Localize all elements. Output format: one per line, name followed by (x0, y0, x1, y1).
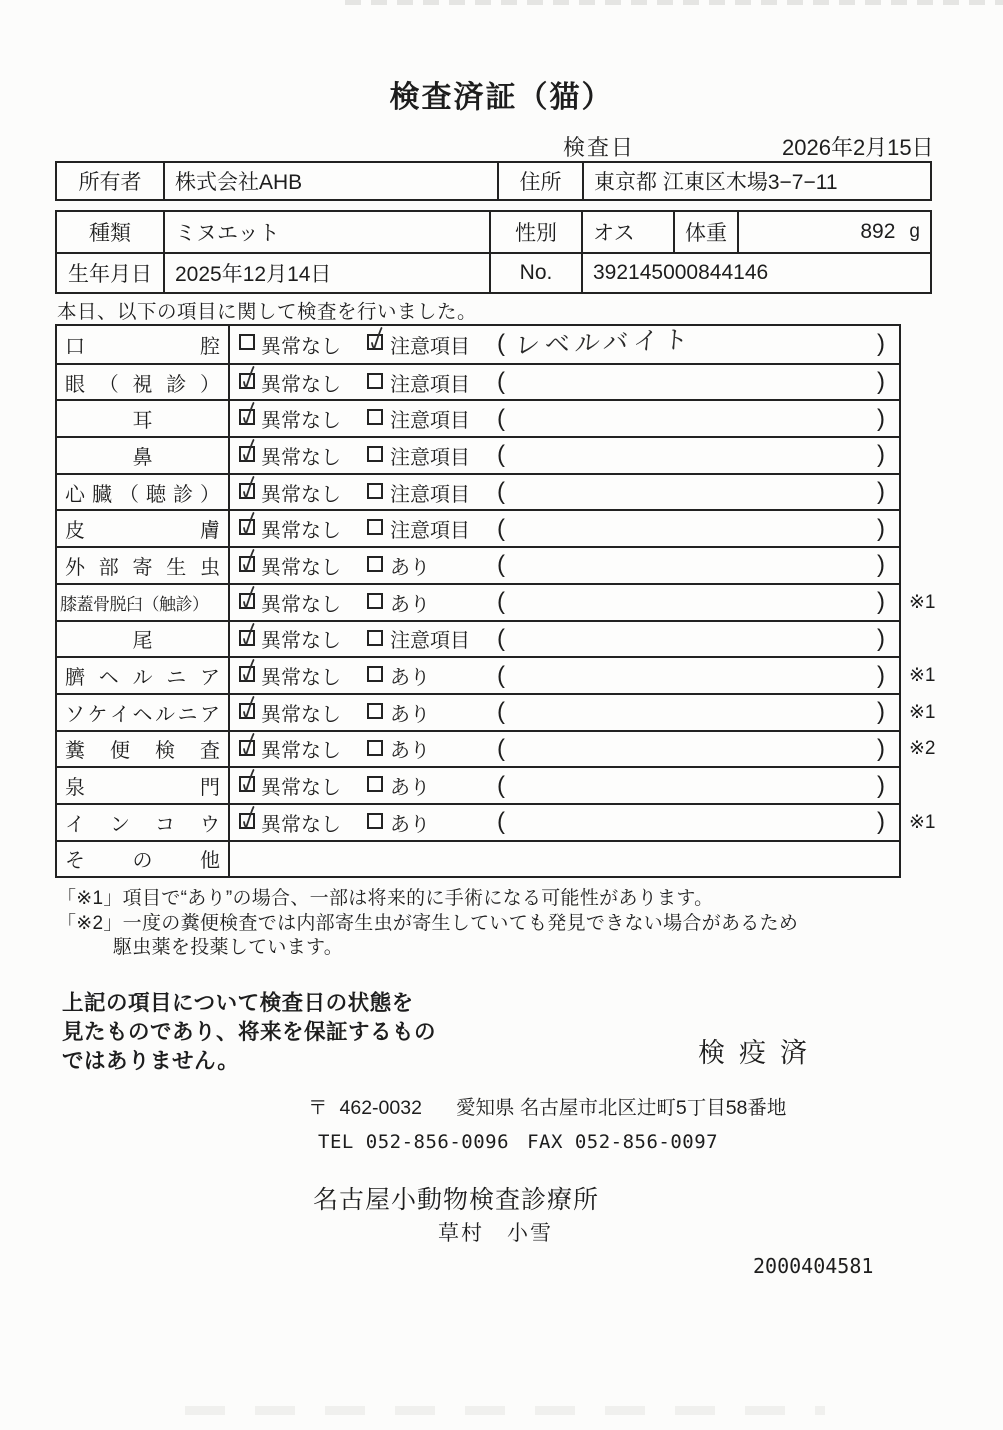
item-label: 臍 ヘ ル ニ ア (57, 658, 230, 693)
paren-open: ( (497, 330, 505, 358)
checkbox-present[interactable] (367, 556, 383, 572)
option-label-present: あり (390, 777, 430, 800)
checkbox-no-abnormality[interactable] (239, 556, 255, 572)
owner-table (55, 161, 932, 201)
paren-open: ( (497, 771, 505, 799)
option-label-present: あり (390, 740, 430, 763)
inspection-row-other (57, 840, 899, 877)
handwritten-check-icon (240, 365, 258, 393)
scan-artifact-bottom (185, 1406, 825, 1415)
paren-close: ) (877, 771, 885, 799)
breed-value: ミヌエット (163, 212, 489, 252)
option-label-no-abnormality: 異常なし (261, 777, 341, 800)
intro-text: 本日、以下の項目に関して検査を行いました。 (57, 301, 478, 323)
footnote-2-continued: 駆虫薬を投薬しています。 (113, 937, 344, 958)
handwritten-check-icon (240, 401, 258, 429)
checkbox-no-abnormality[interactable] (239, 409, 255, 425)
owner-value: 株式会社AHB (163, 163, 497, 199)
disclaimer-line-1: 上記の項目について検査日の状態を (62, 991, 414, 1015)
scan-artifact-top (345, 0, 1003, 5)
option-label-no-abnormality: 異常なし (261, 520, 341, 543)
inspection-row-fecal-exam (57, 730, 936, 767)
inspection-row-skin (57, 509, 899, 546)
inspection-row-fontanelle (57, 766, 899, 803)
pet-info-table (55, 210, 932, 294)
inspection-row-external-parasites (57, 546, 899, 583)
handwritten-check-icon (240, 548, 258, 576)
checkbox-no-abnormality[interactable] (239, 373, 255, 389)
checkbox-present[interactable] (367, 666, 383, 682)
paren-open: ( (497, 441, 505, 469)
checkbox-attention[interactable] (367, 483, 383, 499)
item-label: イ ン コ ウ (57, 805, 230, 840)
checkbox-present[interactable] (367, 776, 383, 792)
checkbox-no-abnormality[interactable] (239, 740, 255, 756)
inspection-date-value: 2026年2月15日 (782, 135, 934, 160)
paren-open: ( (497, 624, 505, 652)
document-title: 検査済証（猫） (389, 81, 614, 114)
clinic-address: 愛知県 名古屋市北区辻町5丁目58番地 (455, 1097, 787, 1119)
weight-label: 体重 (673, 212, 737, 252)
owner-label: 所有者 (78, 171, 142, 194)
item-label: そ の 他 (57, 842, 230, 877)
option-label-no-abnormality: 異常なし (261, 335, 341, 358)
inspection-row-tail (57, 620, 899, 657)
paren-close: ) (877, 808, 885, 836)
paren-close: ) (877, 441, 885, 469)
inspection-row-inguinal-hernia (57, 693, 936, 730)
paren-close: ) (877, 478, 885, 506)
handwritten-check-icon (240, 658, 258, 686)
checkbox-no-abnormality[interactable] (239, 334, 255, 350)
inspection-row-ears (57, 399, 899, 436)
item-label: 口 腔 (57, 326, 230, 363)
paren-close: ) (877, 734, 885, 762)
checkbox-present[interactable] (367, 593, 383, 609)
paren-close: ) (877, 661, 885, 689)
birthdate-value: 2025年12月14日 (163, 252, 489, 292)
postal-mark: 〒 (308, 1097, 328, 1119)
option-label-attention: 注意項目 (390, 446, 470, 469)
checkbox-attention[interactable] (367, 519, 383, 535)
checkbox-no-abnormality[interactable] (239, 630, 255, 646)
paren-close: ) (877, 330, 885, 358)
option-label-attention: 注意項目 (390, 335, 470, 358)
inspection-date-label: 検査日 (563, 135, 636, 160)
option-label-present: あり (390, 556, 430, 579)
inspection-row-oral (57, 326, 899, 363)
handwritten-check-icon (240, 475, 258, 503)
option-label-attention: 注意項目 (390, 373, 470, 396)
item-label: 尾 (57, 622, 230, 657)
item-label: 外 部 寄 生 虫 (57, 548, 230, 583)
clinic-phone-line (318, 1131, 718, 1153)
option-label-no-abnormality: 異常なし (261, 667, 341, 690)
option-label-attention: 注意項目 (390, 483, 470, 506)
checkbox-present[interactable] (367, 703, 383, 719)
paren-close: ) (877, 698, 885, 726)
checkbox-no-abnormality[interactable] (239, 666, 255, 682)
handwritten-check-icon (240, 768, 258, 796)
inspection-row-patella (57, 583, 936, 620)
option-label-present: あり (390, 667, 430, 690)
checkbox-attention[interactable] (367, 630, 383, 646)
item-label: 糞 便 検 査 (57, 732, 230, 767)
checkbox-no-abnormality[interactable] (239, 483, 255, 499)
fax-number: 052-856-0097 (574, 1131, 719, 1153)
footnote-2: 「※2」一度の糞便検査では内部寄生虫が寄生していても発見できない場合があるため (57, 913, 799, 934)
handwritten-check-icon (240, 585, 258, 613)
paren-open: ( (497, 588, 505, 616)
item-label: 心 臓 （ 聴 診 ） (57, 475, 230, 510)
item-label: 皮 膚 (57, 511, 230, 546)
option-label-no-abnormality: 異常なし (261, 410, 341, 433)
option-label-attention: 注意項目 (390, 630, 470, 653)
footnote-ref: ※1 (909, 665, 936, 687)
number-value: 392145000844146 (581, 252, 930, 292)
inspection-table (55, 324, 936, 878)
paren-open: ( (497, 808, 505, 836)
handwritten-check-icon (240, 695, 258, 723)
footnote-ref: ※1 (909, 701, 936, 723)
paren-open: ( (497, 478, 505, 506)
quarantine-passed-stamp: 検疫済 (698, 1038, 821, 1068)
tel-label: TEL (318, 1131, 354, 1153)
option-label-no-abnormality: 異常なし (261, 593, 341, 616)
checkbox-present[interactable] (367, 813, 383, 829)
inspection-row-eyes (57, 363, 899, 400)
checkbox-attention[interactable] (367, 409, 383, 425)
inspection-row-inkou (57, 803, 936, 840)
option-label-present: あり (390, 813, 430, 836)
paren-close: ) (877, 588, 885, 616)
checkbox-attention[interactable] (367, 446, 383, 462)
option-label-no-abnormality: 異常なし (261, 373, 341, 396)
option-label-no-abnormality: 異常なし (261, 556, 341, 579)
item-label: 眼 （ 視 診 ） (57, 365, 230, 400)
inspection-row-umbilical-hernia (57, 656, 936, 693)
option-label-no-abnormality: 異常なし (261, 740, 341, 763)
number-label: No. (489, 252, 581, 292)
fax-label: FAX (527, 1131, 563, 1153)
disclaimer-line-3: ではありません。 (62, 1049, 240, 1073)
address-label: 住所 (497, 163, 582, 199)
option-label-no-abnormality: 異常なし (261, 630, 341, 653)
tel-number: 052-856-0096 (365, 1131, 510, 1153)
option-label-attention: 注意項目 (390, 520, 470, 543)
paren-open: ( (497, 661, 505, 689)
option-label-present: あり (390, 703, 430, 726)
handwritten-check-icon (240, 805, 258, 833)
item-label: ソ ケ イ ヘ ル ニ ア (57, 695, 230, 730)
clinic-name: 名古屋小動物検査診療所 (313, 1186, 600, 1214)
paren-open: ( (497, 404, 505, 432)
option-label-present: あり (390, 593, 430, 616)
paren-open: ( (497, 698, 505, 726)
sex-label: 性別 (489, 212, 581, 252)
disclaimer-text (62, 989, 436, 1076)
paren-close: ) (877, 404, 885, 432)
handwritten-check-icon (240, 732, 258, 760)
option-label-no-abnormality: 異常なし (261, 703, 341, 726)
checkbox-no-abnormality[interactable] (239, 703, 255, 719)
serial-number: 2000404581 (753, 1254, 874, 1278)
postal-code: 462-0032 (339, 1097, 422, 1119)
weight-number: 892 (860, 220, 896, 243)
disclaimer-line-2: 見たものであり、将来を保証するもの (62, 1020, 437, 1044)
veterinarian-name: 草村 小雪 (438, 1222, 553, 1245)
checkbox-attention[interactable] (367, 334, 383, 350)
breed-label: 種類 (89, 222, 131, 245)
item-label: 鼻 (57, 438, 230, 473)
footnote-1: 「※1」項目で“あり”の場合、一部は将来的に手術になる可能性があります。 (57, 888, 714, 909)
paren-close: ) (877, 551, 885, 579)
option-label-no-abnormality: 異常なし (261, 446, 341, 469)
footnote-ref: ※1 (909, 811, 936, 833)
paren-open: ( (497, 734, 505, 762)
item-label: 膝蓋骨脱臼（触診） (57, 585, 230, 620)
sex-value: オス (581, 212, 673, 252)
checkbox-attention[interactable] (367, 373, 383, 389)
checkbox-no-abnormality[interactable] (239, 593, 255, 609)
birthdate-label: 生年月日 (57, 252, 163, 292)
weight-unit: g (909, 221, 920, 242)
handwritten-check-icon (240, 511, 258, 539)
inspection-row-heart (57, 473, 899, 510)
handwritten-finding: レベルバイト (513, 326, 694, 361)
footnote-ref: ※2 (909, 738, 936, 760)
handwritten-check-icon (240, 622, 258, 650)
clinic-address-line (308, 1092, 786, 1120)
checkbox-no-abnormality[interactable] (239, 776, 255, 792)
paren-close: ) (877, 514, 885, 542)
handwritten-check-icon (368, 326, 386, 354)
paren-open: ( (497, 551, 505, 579)
inspection-row-nose (57, 436, 899, 473)
option-label-no-abnormality: 異常なし (261, 813, 341, 836)
paren-close: ) (877, 368, 885, 396)
item-label: 耳 (57, 401, 230, 436)
checkbox-no-abnormality[interactable] (239, 519, 255, 535)
option-label-attention: 注意項目 (390, 410, 470, 433)
address-value: 東京都 江東区木場3−7−11 (582, 163, 930, 199)
checkbox-no-abnormality[interactable] (239, 446, 255, 462)
option-label-no-abnormality: 異常なし (261, 483, 341, 506)
item-label: 泉 門 (57, 768, 230, 803)
footnote-ref: ※1 (909, 591, 936, 613)
paren-open: ( (497, 514, 505, 542)
weight-value (737, 212, 930, 252)
paren-close: ) (877, 624, 885, 652)
paren-open: ( (497, 368, 505, 396)
checkbox-present[interactable] (367, 740, 383, 756)
checkbox-no-abnormality[interactable] (239, 813, 255, 829)
handwritten-check-icon (240, 438, 258, 466)
